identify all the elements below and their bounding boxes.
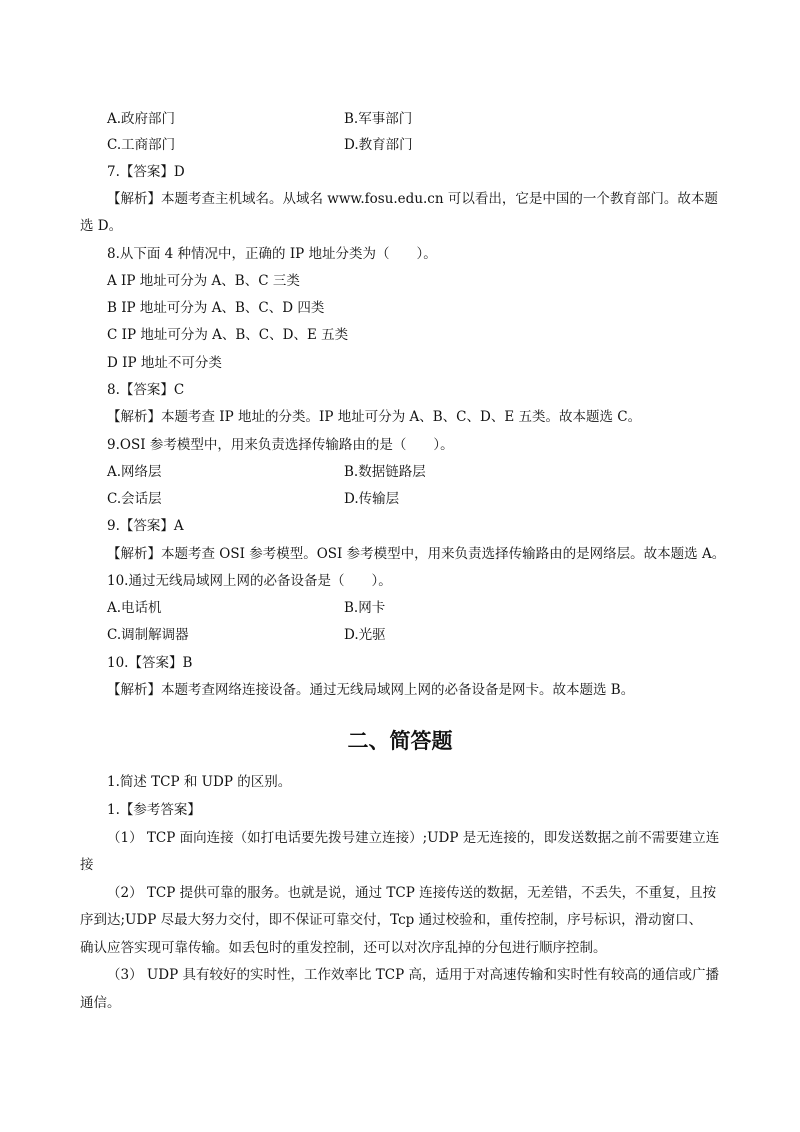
q10-question: 10.通过无线局域网上网的必备设备是（ ）。 — [107, 573, 392, 589]
q7-option-b: B.军事部门 — [344, 111, 413, 127]
q8-option-d: D IP 地址不可分类 — [107, 355, 222, 371]
sa-q1-reference-answer: 1.【参考答案】 — [107, 802, 201, 818]
q7-option-d: D.教育部门 — [344, 137, 413, 153]
q10-answer: 10.【答案】B — [107, 655, 193, 671]
sa-q1-paragraph2-line2: 序到达;UDP 尽最大努力交付，即不保证可靠交付，Tcp 通过校验和，重传控制，序号标识，滑动窗口、 — [80, 912, 703, 928]
q9-question: 9.OSI 参考模型中，用来负责选择传输路由的是（ ）。 — [107, 437, 454, 453]
q8-analysis: 【解析】本题考查 IP 地址的分类。IP 地址可分为 A、B、C、D、E 五类。故本题选 C。 — [107, 409, 642, 425]
q9-answer: 9.【答案】A — [107, 518, 184, 534]
q10-option-a: A.电话机 — [107, 600, 162, 616]
q7-analysis-line2: 选 D。 — [80, 218, 123, 234]
sa-q1-paragraph1-line1: （1） TCP 面向连接（如打电话要先拨号建立连接）;UDP 是无连接的，即发送数据之前不需要建立连 — [107, 830, 720, 846]
q9-option-a: A.网络层 — [107, 464, 162, 480]
sa-q1-question: 1.简述 TCP 和 UDP 的区别。 — [107, 774, 292, 790]
q10-option-b: B.网卡 — [344, 600, 386, 616]
sa-q1-paragraph3-line2: 通信。 — [80, 995, 121, 1011]
q7-option-a: A.政府部门 — [107, 111, 176, 127]
q10-analysis: 【解析】本题考查网络连接设备。通过无线局域网上网的必备设备是网卡。故本题选 B。 — [107, 682, 635, 698]
q7-option-c: C.工商部门 — [107, 137, 176, 153]
sa-q1-paragraph2-line1: （2） TCP 提供可靠的服务。也就是说，通过 TCP 连接传送的数据，无差错，不丢失，不重复，且按 — [107, 885, 717, 901]
q8-answer: 8.【答案】C — [107, 382, 185, 398]
q8-option-c: C IP 地址可分为 A、B、C、D、E 五类 — [107, 327, 349, 343]
q8-option-b: B IP 地址可分为 A、B、C、D 四类 — [107, 300, 325, 316]
q10-option-d: D.光驱 — [344, 627, 386, 643]
q9-option-d: D.传输层 — [344, 491, 400, 507]
sa-q1-paragraph2-line3: 确认应答实现可靠传输。如丢包时的重发控制，还可以对次序乱掉的分包进行顺序控制。 — [80, 940, 607, 956]
q10-option-c: C.调制解调器 — [107, 627, 189, 643]
q9-option-c: C.会话层 — [107, 491, 162, 507]
q7-answer: 7.【答案】D — [107, 164, 185, 180]
q8-option-a: A IP 地址可分为 A、B、C 三类 — [107, 273, 300, 289]
q9-option-b: B.数据链路层 — [344, 464, 426, 480]
sa-q1-paragraph1-line2: 接 — [80, 857, 94, 873]
q9-analysis: 【解析】本题考查 OSI 参考模型。OSI 参考模型中，用来负责选择传输路由的是网络层。故本题选 A。 — [107, 546, 726, 562]
q7-analysis-line1: 【解析】本题考查主机域名。从域名 www.fosu.edu.cn 可以看出，它是中国的一个教育部门。故本题 — [107, 191, 718, 207]
q8-question: 8.从下面 4 种情况中，正确的 IP 地址分类为（ ）。 — [107, 246, 437, 262]
section-heading: 二、简答题 — [347, 729, 453, 753]
sa-q1-paragraph3-line1: （3） UDP 具有较好的实时性，工作效率比 TCP 高，适用于对高速传输和实时性有较高的通信或广播 — [107, 967, 719, 983]
